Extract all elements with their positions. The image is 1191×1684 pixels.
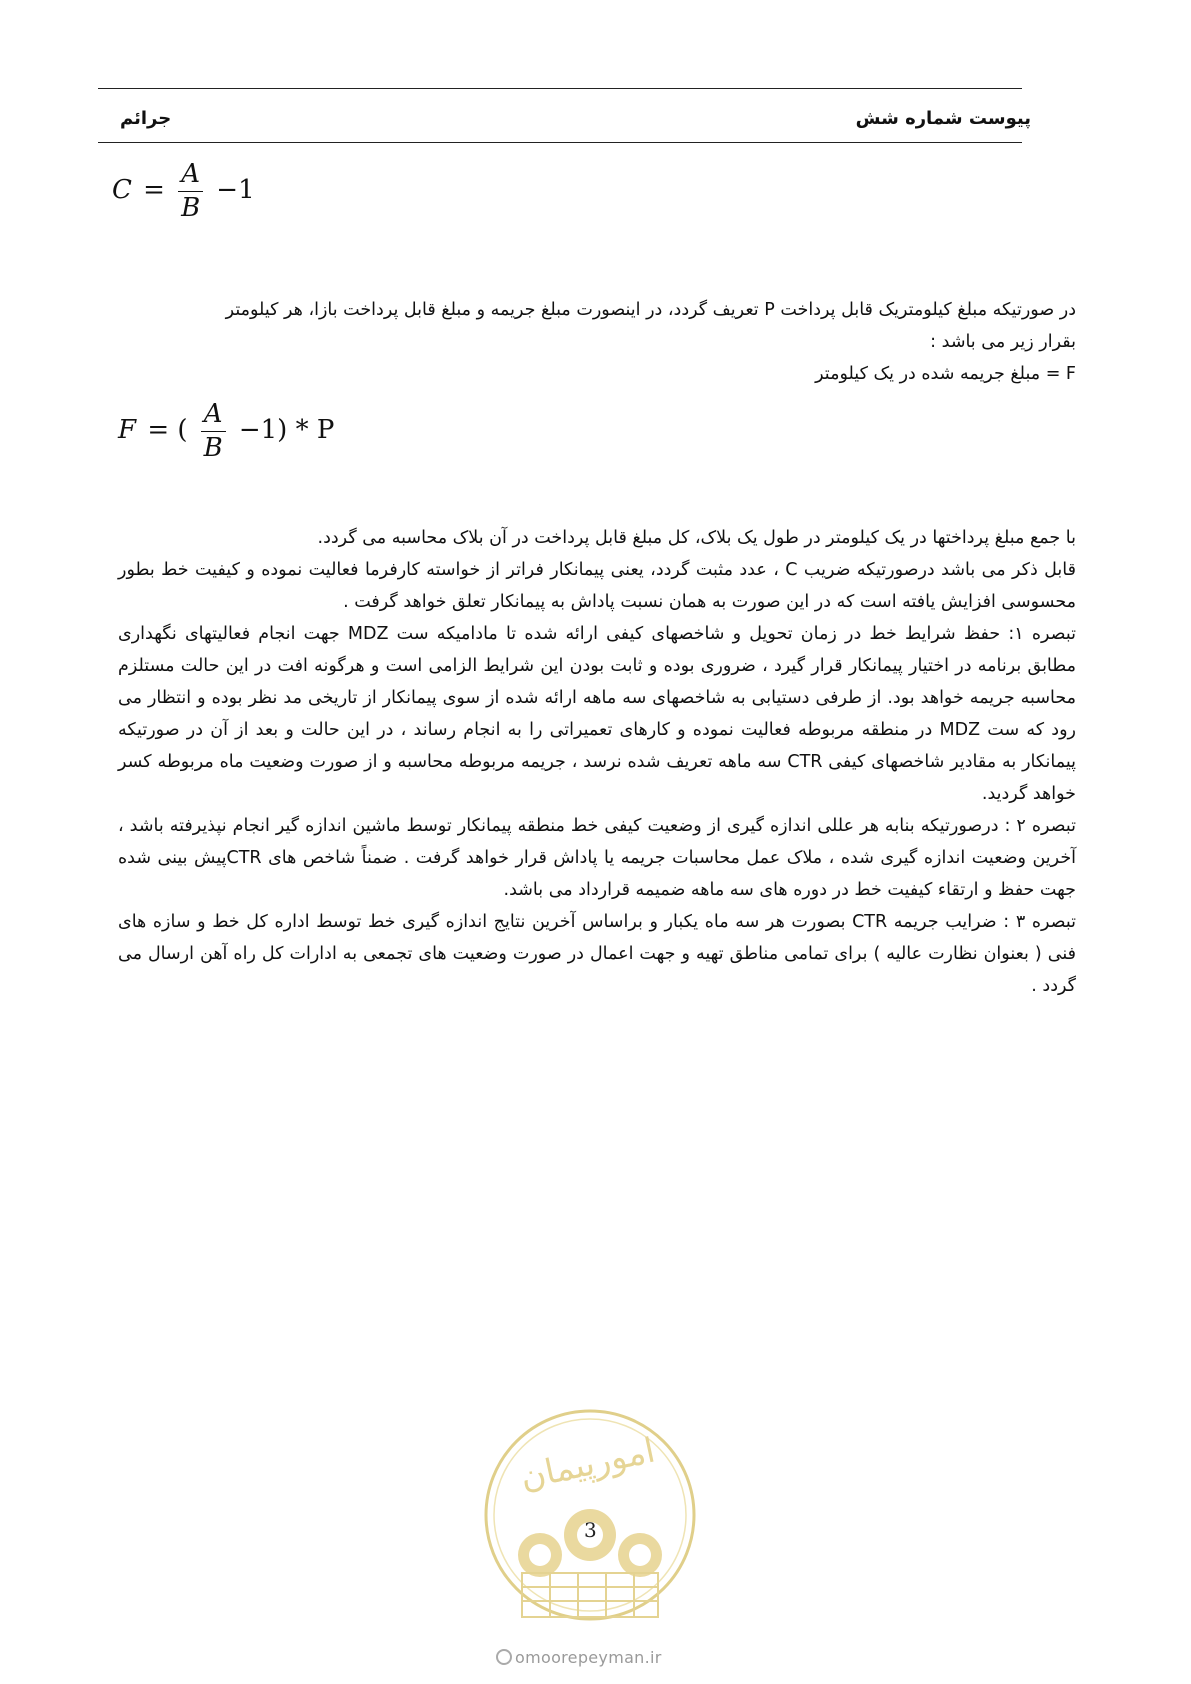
at-icon: [496, 1649, 512, 1665]
watermark-text: omoorepeyman.ir: [515, 1648, 662, 1667]
document-title: پیوست شماره شش: [855, 108, 1031, 129]
formula-f-fraction: [201, 400, 226, 462]
intro-line-3: F = مبلغ جریمه شده در یک کیلومتر: [815, 364, 1076, 384]
formula-c-eq: =: [143, 175, 165, 206]
website-watermark: [496, 1648, 662, 1667]
formula-f-tail: −1) * P: [238, 415, 335, 446]
note-1: تبصره ۱: حفظ شرایط خط در زمان تحویل و شاخصهای کیفی ارائه شده تا مادامیکه ست MDZ جهت انجام فعالیتهای نگهداری مطابق برنامه در اختیار پیمانکار قرار گیرد ، ضروری بوده و ثابت بودن این شرایط الزامی است و هرگونه افت در این حالت مستلزم محاسبه جریمه خواهد بود. از طرفی دستیابی به شاخصهای سه ماهه ارائه شده از سوی پیمانکار از تاریخی مد نظر بوده و انتظار می رود که ست MDZ در منطقه مربوطه فعالیت نموده و کارهای تعمیراتی را به انجام رساند ، در این حالت و بعد از آن در صورتیکه پیمانکار به مقادیر شاخصهای کیفی CTR سه ماهه تعریف شده نرسد ، جریمه مربوطه محاسبه و از صورت وضعیت ماه مربوطه کسر خواهد گردید.: [118, 624, 1076, 804]
formula-c-fraction: [178, 160, 203, 222]
formula-c-lhs: C: [112, 175, 132, 206]
formula-f: [118, 400, 337, 462]
formula-c-denominator: B: [181, 192, 201, 223]
page-number: 3: [584, 1518, 597, 1542]
seal-text: امورپیمان: [516, 1430, 659, 1498]
formula-c-tail: −1: [216, 175, 255, 206]
intro-line-1: در صورتیکه مبلغ کیلومتریک قابل پرداخت P تعریف گردد، در اینصورت مبلغ جریمه و مبلغ قابل پرداخت بازا، هر کیلومتر: [225, 300, 1076, 320]
body-paragraph-2: قابل ذکر می باشد درصورتیکه ضریب C ، عدد مثبت گردد، یعنی پیمانکار فراتر از خواسته کارفرما فعالیت نموده و کیفیت خط بطور محسوسی افزایش یافته است که در این صورت به همان نسبت پاداش به پیمانکار تعلق خواهد گرفت .: [118, 560, 1077, 612]
section-title: جرائم: [120, 108, 172, 129]
note-3: تبصره ۳ : ضرایب جریمه CTR بصورت هر سه ماه یکبار و براساس آخرین نتایج اندازه گیری خط توسط اداره کل خط و سازه های فنی ( بعنوان نظارت عالیه ) برای تمامی مناطق تهیه و جهت اعمال در صورت وضعیت های تجمعی به ادارات کل راه آهن ارسال می گردد .: [118, 912, 1076, 996]
intro-line-2: بقرار زیر می باشد :: [930, 332, 1076, 352]
formula-f-eq: = (: [147, 415, 188, 446]
formula-f-lhs: F: [118, 415, 137, 446]
body-paragraph-1: با جمع مبلغ پرداختها در یک کیلومتر در طول یک بلاک، کل مبلغ قابل پرداخت در آن بلاک محاسبه می گردد.: [317, 528, 1076, 548]
main-body: [118, 522, 1076, 1002]
note-2: تبصره ۲ : درصورتیکه بنابه هر عللی اندازه گیری از وضعیت کیفی خط منطقه پیمانکار توسط ماشین اندازه گیر انجام نپذیرفته باشد ، آخرین وضعیت اندازه گیری شده ، ملاک عمل محاسبات جریمه یا پاداش قرار خواهد گرفت . ضمناً شاخص های CTRپیش بینی شده جهت حفظ و ارتقاء کیفیت خط در دوره های سه ماهه ضمیمه قرارداد می باشد.: [118, 816, 1076, 900]
intro-paragraph: [118, 294, 1076, 390]
header-top-rule: [98, 88, 1022, 89]
header-bottom-rule: [98, 142, 1022, 143]
formula-f-denominator: B: [203, 432, 223, 463]
formula-c: [112, 160, 258, 222]
formula-f-numerator: A: [201, 400, 226, 432]
formula-c-numerator: A: [178, 160, 203, 192]
